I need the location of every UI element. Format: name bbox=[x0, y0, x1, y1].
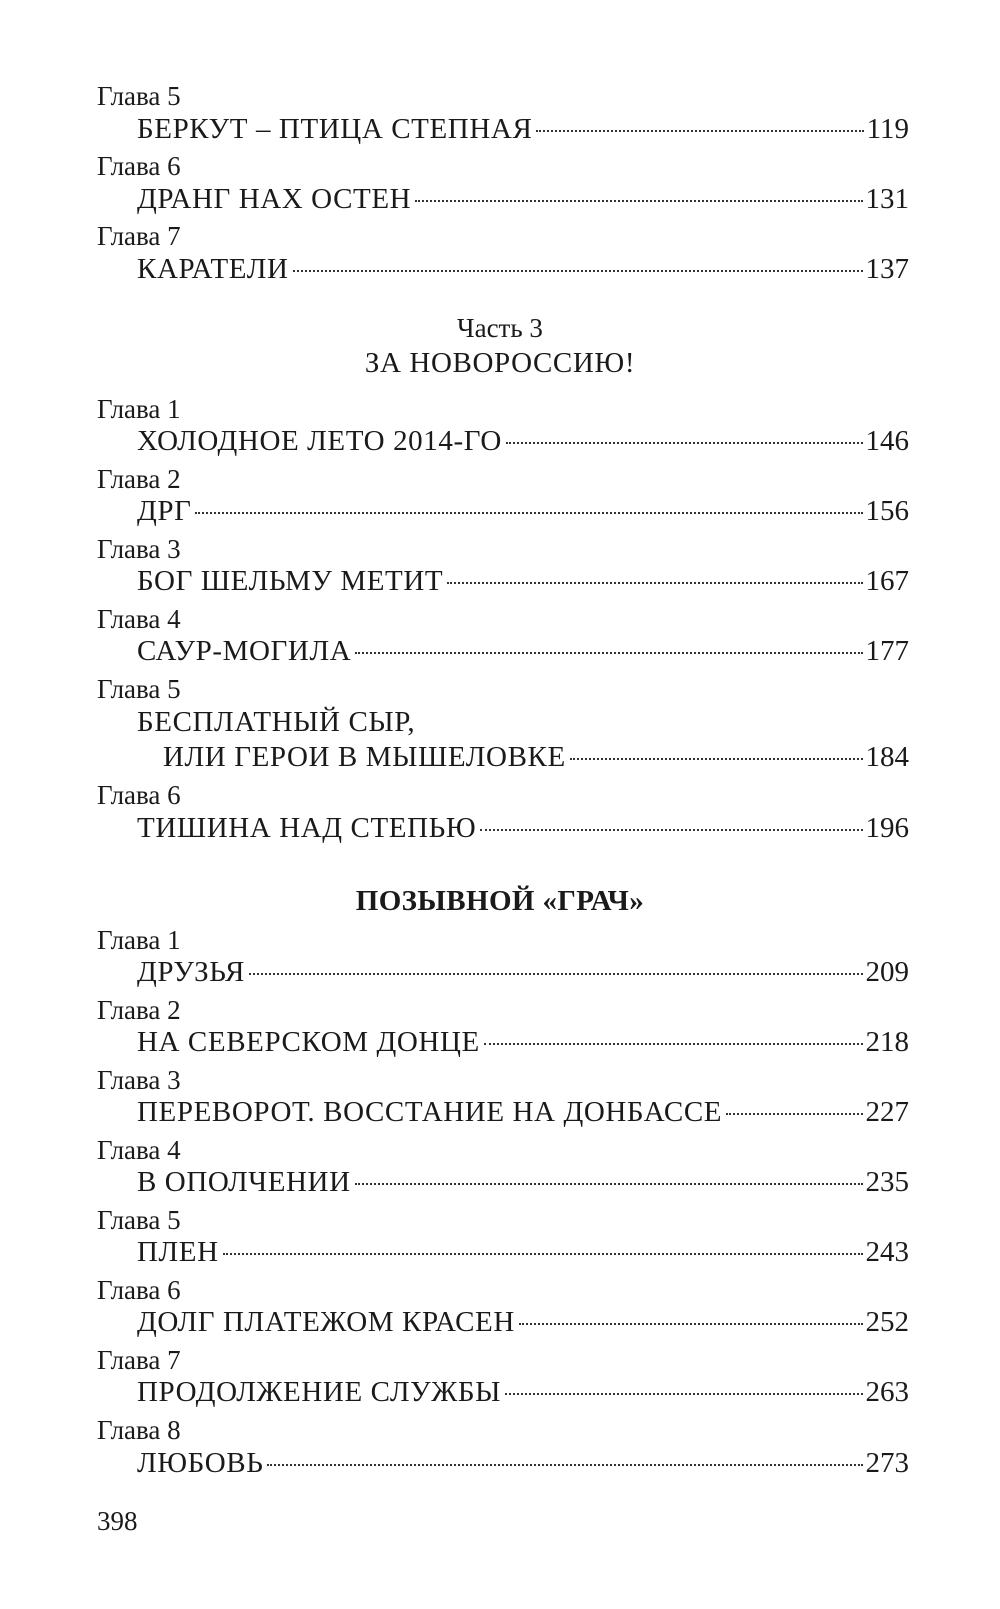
dot-leader bbox=[355, 1183, 863, 1185]
toc-entry-title: ИЛИ ГЕРОИ В МЫШЕЛОВКЕ bbox=[163, 741, 566, 773]
dot-leader bbox=[195, 512, 862, 514]
toc-entry bbox=[137, 424, 909, 458]
toc-entry-title-line: БЕСПЛАТНЫЙ СЫР, bbox=[137, 706, 416, 738]
toc-entry-title: БОГ ШЕЛЬМУ МЕТИТ bbox=[137, 565, 444, 597]
toc-entry bbox=[137, 564, 909, 598]
toc-entry bbox=[137, 252, 909, 286]
toc-entry bbox=[137, 1095, 909, 1129]
toc-entry-page: 119 bbox=[866, 113, 909, 145]
toc-entry-title: САУР-МОГИЛА bbox=[137, 635, 352, 667]
part-title: ЗА НОВОРОССИЮ! bbox=[364, 347, 636, 379]
toc-entry-title: ДОЛГ ПЛАТЕЖОМ КРАСЕН bbox=[137, 1306, 515, 1338]
chapter-label: Глава 1 bbox=[97, 394, 181, 424]
toc-entry bbox=[137, 1025, 909, 1059]
chapter-label: Глава 5 bbox=[97, 1205, 181, 1235]
dot-leader bbox=[506, 442, 863, 444]
toc-entry-title: ХОЛОДНОЕ ЛЕТО 2014-ГО bbox=[137, 425, 502, 457]
toc-entry-page: 146 bbox=[865, 425, 909, 457]
toc-entry bbox=[137, 1235, 909, 1269]
toc-entry-page: 156 bbox=[865, 495, 909, 527]
toc-entry bbox=[137, 1305, 909, 1339]
part-label: Часть 3 bbox=[457, 313, 543, 343]
chapter-label: Глава 5 bbox=[97, 81, 181, 111]
chapter-label: Глава 2 bbox=[97, 995, 181, 1025]
dot-leader bbox=[223, 1253, 863, 1255]
chapter-label: Глава 4 bbox=[97, 1135, 181, 1165]
toc-entry-title: КАРАТЕЛИ bbox=[137, 253, 289, 285]
dot-leader bbox=[536, 130, 863, 132]
chapter-label: Глава 5 bbox=[97, 674, 181, 704]
toc-entry-page: 137 bbox=[865, 253, 909, 285]
toc-entry-page: 131 bbox=[865, 183, 909, 215]
dot-leader bbox=[293, 270, 863, 272]
toc-entry-page: 177 bbox=[865, 635, 909, 667]
chapter-label: Глава 4 bbox=[97, 604, 181, 634]
dot-leader bbox=[447, 582, 862, 584]
chapter-label: Глава 8 bbox=[97, 1415, 181, 1445]
dot-leader bbox=[480, 829, 862, 831]
dot-leader bbox=[570, 758, 863, 760]
dot-leader bbox=[484, 1043, 863, 1045]
toc-entry-title: ТИШИНА НАД СТЕПЬЮ bbox=[137, 812, 477, 844]
toc-entry-title: БЕРКУТ – ПТИЦА СТЕПНАЯ bbox=[137, 113, 533, 145]
chapter-label: Глава 1 bbox=[97, 925, 181, 955]
toc-entry-title: ДРАНГ НАХ ОСТЕН bbox=[137, 183, 412, 215]
toc-entry-page: 227 bbox=[865, 1096, 909, 1128]
toc-entry bbox=[163, 740, 909, 774]
chapter-label: Глава 6 bbox=[97, 151, 181, 181]
toc-entry bbox=[137, 112, 909, 146]
toc-entry-title: ПЛЕН bbox=[137, 1236, 219, 1268]
toc-entry bbox=[137, 811, 909, 845]
toc-entry-page: 263 bbox=[865, 1376, 909, 1408]
chapter-label: Глава 3 bbox=[97, 534, 181, 564]
toc-entry-title: ЛЮБОВЬ bbox=[137, 1447, 264, 1479]
chapter-label: Глава 6 bbox=[97, 780, 181, 810]
toc-entry-title: ПЕРЕВОРОТ. ВОССТАНИЕ НА ДОНБАССЕ bbox=[137, 1096, 723, 1128]
toc-entry bbox=[137, 182, 909, 216]
dot-leader bbox=[505, 1393, 863, 1395]
toc-entry bbox=[137, 494, 909, 528]
toc-entry-page: 235 bbox=[865, 1166, 909, 1198]
toc-entry-page: 252 bbox=[865, 1306, 909, 1338]
toc-entry bbox=[137, 955, 909, 989]
toc-entry-title: ДРУЗЬЯ bbox=[137, 956, 245, 988]
dot-leader bbox=[355, 652, 862, 654]
dot-leader bbox=[519, 1323, 863, 1325]
chapter-label: Глава 7 bbox=[97, 221, 181, 251]
page-number: 398 bbox=[97, 1506, 138, 1536]
toc-entry-page: 184 bbox=[865, 741, 909, 773]
toc-entry-page: 273 bbox=[865, 1447, 909, 1479]
chapter-label: Глава 3 bbox=[97, 1065, 181, 1095]
section-title: ПОЗЫВНОЙ «ГРАЧ» bbox=[355, 885, 645, 917]
dot-leader bbox=[249, 973, 863, 975]
toc-entry-page: 167 bbox=[865, 565, 909, 597]
chapter-label: Глава 2 bbox=[97, 464, 181, 494]
toc-entry-page: 196 bbox=[865, 812, 909, 844]
chapter-label: Глава 6 bbox=[97, 1275, 181, 1305]
dot-leader bbox=[726, 1113, 862, 1115]
toc-entry-title: ПРОДОЛЖЕНИЕ СЛУЖБЫ bbox=[137, 1376, 501, 1408]
toc-entry-title: НА СЕВЕРСКОМ ДОНЦЕ bbox=[137, 1026, 480, 1058]
toc-entry-title: В ОПОЛЧЕНИИ bbox=[137, 1166, 351, 1198]
chapter-label: Глава 7 bbox=[97, 1345, 181, 1375]
toc-entry-page: 209 bbox=[865, 956, 909, 988]
dot-leader bbox=[267, 1464, 862, 1466]
toc-entry bbox=[137, 1165, 909, 1199]
toc-entry bbox=[137, 634, 909, 668]
toc-entry bbox=[137, 1375, 909, 1409]
toc-entry-title: ДРГ bbox=[137, 495, 192, 527]
toc-entry-page: 243 bbox=[865, 1236, 909, 1268]
dot-leader bbox=[415, 200, 862, 202]
toc-entry-page: 218 bbox=[865, 1026, 909, 1058]
toc-entry bbox=[137, 1446, 909, 1480]
